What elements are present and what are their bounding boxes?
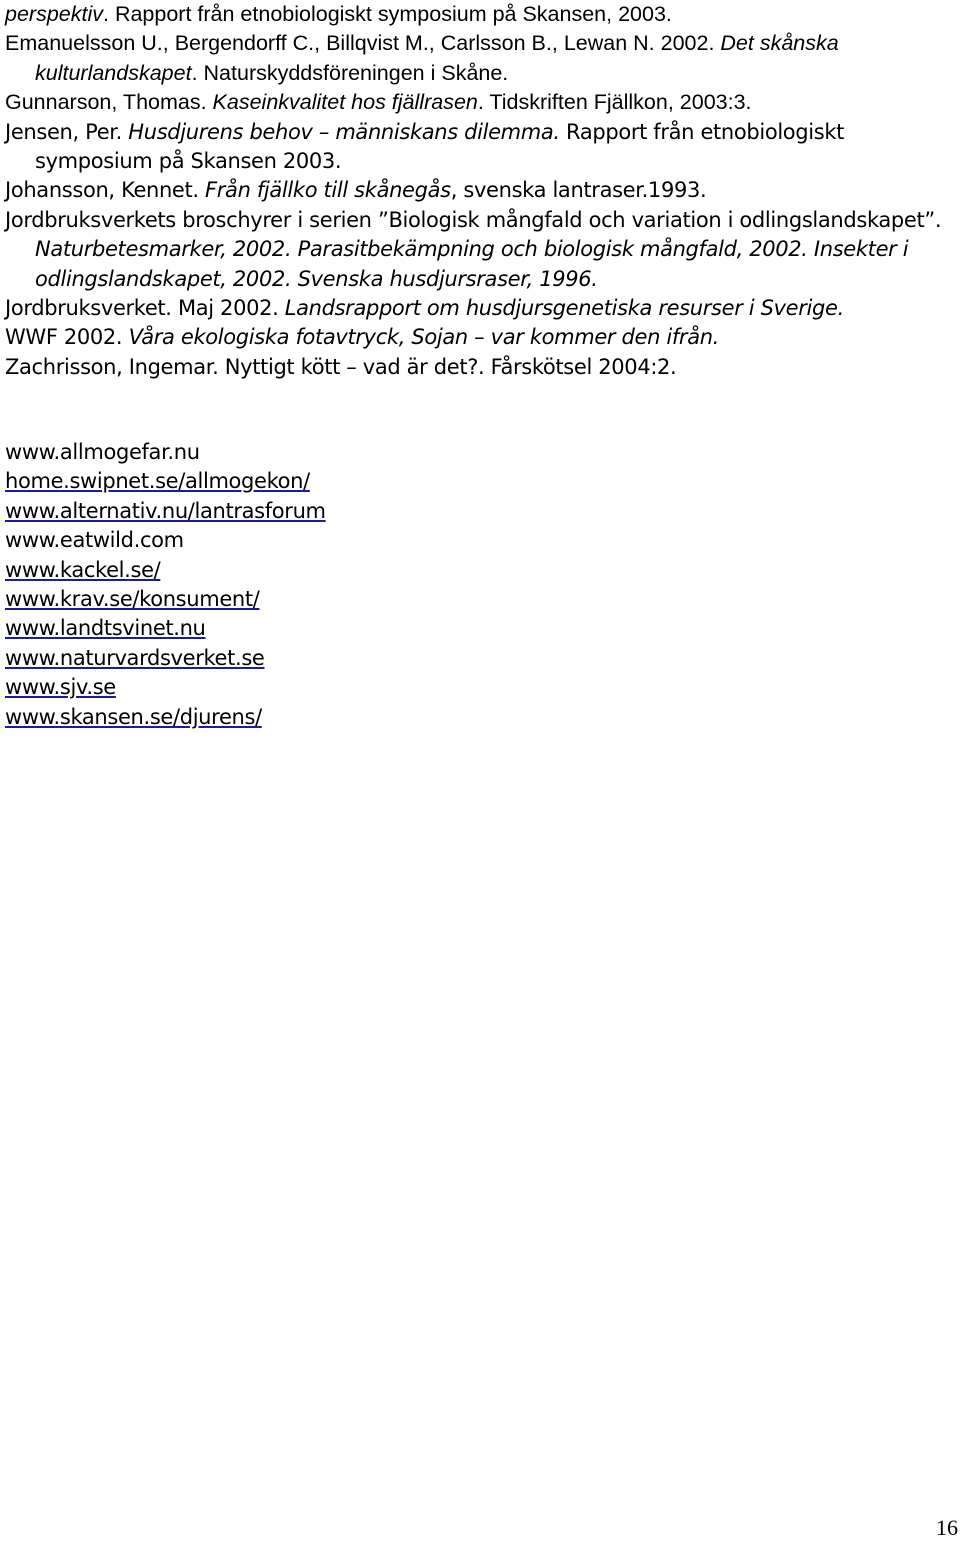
reference-entry: [5, 323, 955, 352]
reference-text: WWF 2002.: [5, 325, 129, 350]
web-link-list: [5, 438, 326, 732]
reference-text: Gunnarson, Thomas.: [5, 90, 213, 115]
reference-text: Jordbruksverket. Maj 2002.: [5, 296, 285, 321]
reference-entry: [5, 206, 955, 294]
page-number: 16: [936, 1515, 958, 1540]
reference-title: Naturbetesmarker, 2002. Parasitbekämpning och biologisk mångfald, 2002. Insekter i odlingslandskapet, 2002. Svenska husdjursraser, 1996.: [35, 237, 909, 291]
reference-text: . Tidskriften Fjällkon, 2003:3.: [477, 90, 752, 115]
reference-list: [5, 0, 955, 382]
link-item[interactable]: [5, 585, 326, 614]
reference-entry: [5, 294, 955, 323]
reference-entry: [5, 118, 955, 177]
reference-entry: [5, 88, 955, 117]
reference-title: perspektiv: [5, 2, 103, 26]
reference-title: Husdjurens behov – människans dilemma.: [128, 119, 560, 144]
link-item[interactable]: [5, 614, 326, 643]
web-link[interactable]: www.sjv.se: [5, 675, 116, 700]
reference-entry: [5, 176, 955, 205]
web-link[interactable]: www.alternativ.nu/lantrasforum: [5, 498, 326, 523]
link-item[interactable]: [5, 644, 326, 673]
reference-text: Emanuelsson U., Bergendorff C., Billqvist M., Carlsson B., Lewan N. 2002.: [5, 31, 721, 56]
reference-text: , svenska lantraser.1993.: [450, 178, 707, 203]
reference-text: Jensen, Per.: [5, 119, 129, 144]
web-link[interactable]: home.swipnet.se/allmogekon/: [5, 469, 310, 494]
web-link[interactable]: www.kackel.se/: [5, 557, 161, 582]
reference-title: Kaseinkvalitet hos fjällrasen: [212, 90, 478, 115]
web-link[interactable]: www.naturvardsverket.se: [5, 645, 265, 670]
reference-text: . Rapport från etnobiologiskt symposium på Skansen, 2003.: [103, 2, 672, 26]
reference-title: Landsrapport om husdjursgenetiska resurser i Sverige.: [284, 296, 844, 321]
link-item: [5, 438, 326, 467]
link-item[interactable]: [5, 467, 326, 496]
web-address: www.allmogefar.nu: [5, 440, 200, 464]
reference-text: . Naturskyddsföreningen i Skåne.: [191, 60, 509, 85]
reference-text: Johansson, Kennet.: [5, 178, 206, 203]
web-link[interactable]: www.landtsvinet.nu: [5, 616, 206, 641]
web-link[interactable]: www.skansen.se/djurens/: [5, 704, 262, 729]
link-item: [5, 526, 326, 555]
reference-entry: [5, 29, 955, 88]
reference-text: Rapport från etnobiologiskt symposium på Skansen 2003.: [35, 119, 845, 174]
reference-title: Det skånska kulturlandskapet: [35, 31, 839, 85]
reference-title: Våra ekologiska fotavtryck, Sojan – var kommer den ifrån.: [128, 325, 719, 350]
link-item[interactable]: [5, 497, 326, 526]
reference-text: Zachrisson, Ingemar. Nyttigt kött – vad är det?. Fårskötsel 2004:2.: [5, 354, 677, 379]
web-link[interactable]: www.krav.se/konsument/: [5, 587, 260, 612]
web-address: www.eatwild.com: [5, 528, 184, 553]
reference-entry: [5, 0, 955, 29]
link-item[interactable]: [5, 703, 326, 732]
reference-text: Jordbruksverkets broschyrer i serien ”Biologisk mångfald och variation i odlingslandskapet”.: [5, 207, 942, 232]
reference-entry: [5, 353, 955, 382]
reference-title: Från fjällko till skånegås: [205, 178, 451, 203]
link-item[interactable]: [5, 556, 326, 585]
link-item[interactable]: [5, 673, 326, 702]
